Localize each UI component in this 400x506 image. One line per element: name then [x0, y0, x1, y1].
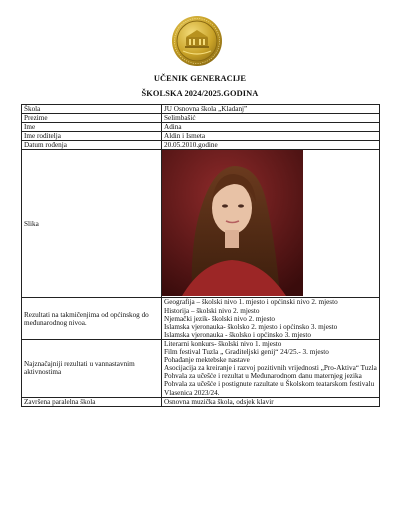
row-value: Adina: [162, 123, 380, 132]
row-label: Najznačajniji rezultati u vannastavnim aktivnostima: [22, 339, 162, 397]
photo-cell: [162, 150, 380, 298]
table-row: [22, 141, 380, 150]
list-item: Historija – školski nivo 2. mjesto: [164, 306, 260, 315]
document-title: UČENIK GENERACIJE: [153, 74, 247, 83]
list-item: Pohvala za učešće i postignute razultate u Školskom teatarskom festivalu Vlasenica 2023/24.: [164, 380, 375, 397]
student-photo: [162, 150, 303, 296]
row-value: Osnovna muzička škola, odsjek klavir: [162, 397, 380, 406]
row-label: Ime: [22, 123, 162, 132]
row-label: Prezime: [22, 114, 162, 123]
list-item: Pohađanje mektebske nastave: [164, 356, 250, 365]
list-item: Islamska vjeronauka- školsko 2. mjesto i općinsko 3. mjesto: [164, 322, 338, 331]
list-item: Geografija – školski nivo 1. mjesto i općinski nivo 2. mjesto: [164, 298, 338, 307]
row-value-list: [162, 339, 380, 397]
row-label: Škola: [22, 105, 162, 114]
row-value: JU Osnovna škola „Kladanj”: [162, 105, 380, 114]
table-row: [22, 123, 380, 132]
school-seal-logo: [171, 15, 223, 67]
list-item: Asocijacija za kreiranje i razvoj pozitivnih vrijednosti „Pro-Aktiva“ Tuzla: [164, 364, 377, 373]
row-value: Selimbašić: [162, 114, 380, 123]
student-info-table: [21, 104, 380, 407]
table-row: [22, 132, 380, 141]
table-row-photo: [22, 150, 380, 298]
table-row: [22, 114, 380, 123]
row-label: Ime roditelja: [22, 132, 162, 141]
list-item: Njemački jezik- školski nivo 2. mjesto: [164, 314, 275, 323]
list-item: Literarni konkurs- školski nivo 1. mjesto: [164, 339, 282, 348]
row-value-list: [162, 298, 380, 339]
row-label: Datum rođenja: [22, 141, 162, 150]
list-item: Film festival Tuzla „ Graditeljski genij“ 24/25.- 3. mjesto: [164, 348, 329, 357]
table-row: [22, 397, 380, 406]
seal-icon: [171, 15, 223, 67]
list-item: Pohvala za učešće i rezultat u Međunarodnom danu maternjeg jezika: [164, 372, 362, 381]
row-label: Rezultati na takmičenjima od općinskog do međunarodnog nivoa.: [22, 298, 162, 339]
row-value: Aldin i Ismeta: [162, 132, 380, 141]
list-item: Islamska vjeronauka - školsko i općinsko 3. mjesto: [164, 330, 311, 339]
school-year: ŠKOLSKA 2024/2025.GODINA: [141, 89, 259, 98]
table-row: [22, 105, 380, 114]
row-label: Slika: [22, 150, 162, 298]
row-label: Završena paralelna škola: [22, 397, 162, 406]
portrait-image: [162, 150, 303, 296]
row-value: 20.05.2010.godine: [162, 141, 380, 150]
table-row-competitions: [22, 298, 380, 339]
table-row-activities: [22, 339, 380, 397]
